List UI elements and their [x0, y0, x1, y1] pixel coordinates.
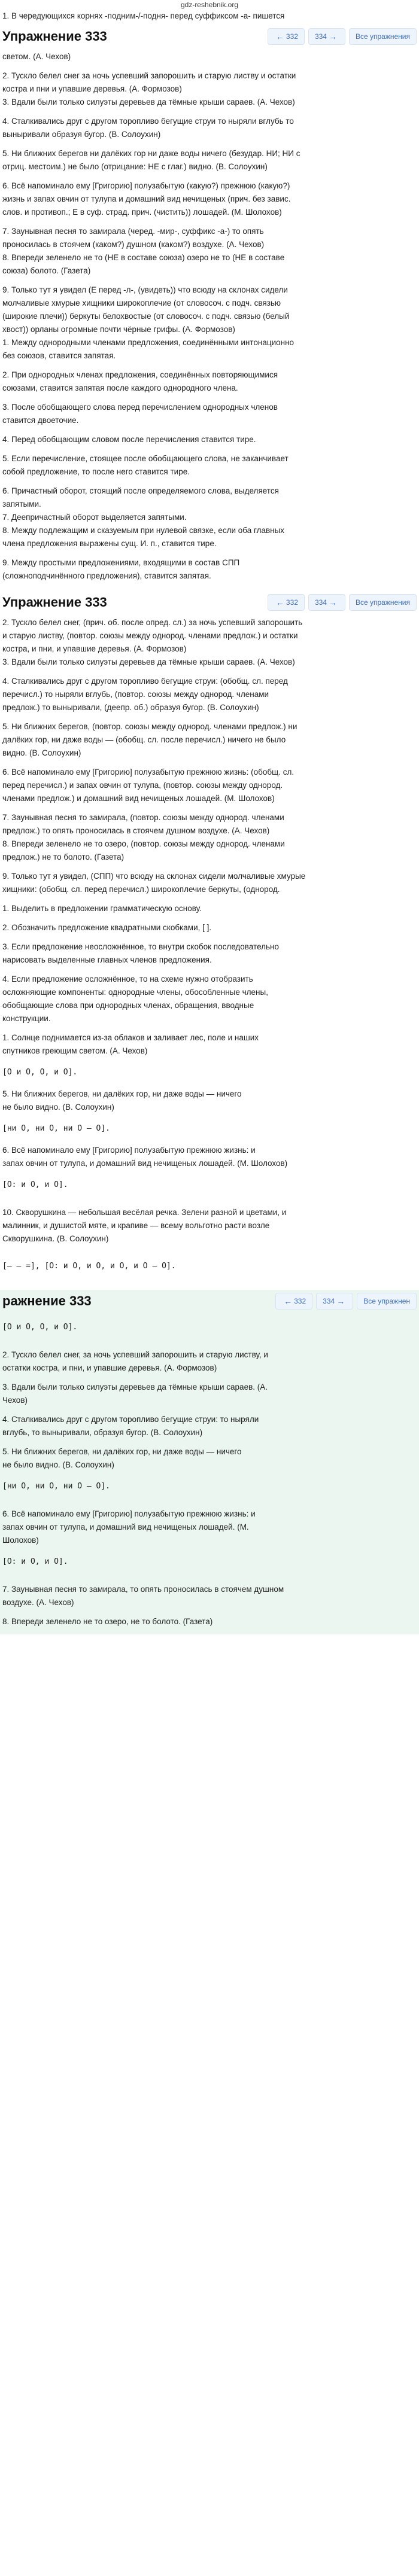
- sentence-scheme: [О и О, О, и О].: [2, 1068, 78, 1077]
- text-line: 6. Всё напоминало ему [Григорию] полузабытую прежнюю жизнь: (обобщ. сл.: [2, 768, 294, 777]
- text-line: перед перечисл.) и запах овчин от тулупа, (повтор. союзы между однород.: [2, 781, 283, 790]
- section-2: [0, 591, 419, 1287]
- text-line: нарисовать выделенные главных членов предложения.: [2, 955, 212, 964]
- text-line: 4. Сталкивались друг с другом торопливо бегущие струи то ныряли вглубь то: [2, 117, 294, 126]
- text-line: 1. В чередующихся корнях -подним-/-подня- перед суффиксом -а- пишется: [2, 11, 285, 20]
- text-line: ставится двоеточие.: [2, 416, 79, 425]
- text-line: предлож.) не то болото. (Газета): [2, 852, 125, 861]
- text-line: остатки костра, и пни, и упавшие деревья. (А. Формозов): [2, 1363, 217, 1372]
- text-line: Шолохов): [2, 1536, 39, 1545]
- text-line: 5. Ни ближних берегов ни далёких гор ни даже воды ничего (безудар. НИ; НИ с: [2, 149, 300, 158]
- top-watermark: gdz-reshebnik.org: [180, 1, 239, 9]
- next-label: 334: [314, 32, 327, 41]
- text-line: 8. Впереди зеленело не то озеро, (повтор. союзы между однород. членами: [2, 839, 285, 848]
- text-line: союзами, ставится запятая после каждого однородного члена.: [2, 383, 238, 392]
- next-exercise-button[interactable]: [308, 28, 345, 45]
- arrow-right-icon: →: [336, 1296, 345, 1306]
- sentence-scheme: [О: и О, и О].: [2, 1557, 68, 1566]
- text-line: далёких гор, ни даже воды — (обобщ. сл. после перечисл.) ничего не было: [2, 735, 286, 744]
- text-line: членами предлож.) и домашний вид нечищеных лошадей. (М. Шолохов): [2, 794, 275, 803]
- prev-exercise-button[interactable]: [268, 594, 305, 611]
- text-line: спутников греющим светом. (А. Чехов): [2, 1046, 148, 1055]
- page-title: Упражнение 333: [2, 595, 107, 610]
- text-line: 2. При однородных членах предложения, соединённых повторяющимися: [2, 370, 278, 379]
- prev-label: 332: [294, 1297, 306, 1305]
- section-3: [0, 1290, 419, 1634]
- text-line: хвост)) орланы огромные почти чёрные грифы. (А. Формозов): [2, 325, 235, 334]
- text-line: 2. Тускло белел снег, (прич. об. после опред. сл.) за ночь успевший запорошить: [2, 618, 303, 627]
- arrow-left-icon: ←: [284, 1296, 293, 1306]
- arrow-right-icon: →: [328, 32, 337, 41]
- all-exercises-button[interactable]: Все упражнения: [349, 28, 417, 45]
- text-line: обобщающие слова при однородных членах, обращения, вводные: [2, 1001, 254, 1010]
- text-line: 2. Тускло белел снег за ночь успевший запорошить и старую листву и остатки: [2, 71, 296, 80]
- text-line: предлож.) то выныривали, (деепр. об.) образуя бугор. (В. Солоухин): [2, 703, 259, 712]
- text-line: предлож.) то опять проносилась в стоячем душном воздухе. (А. Чехов): [2, 826, 270, 835]
- next-exercise-button[interactable]: [308, 594, 345, 611]
- text-line: перечисл.) то ныряли вглубь, (повтор. союзы между однород. членами: [2, 690, 269, 699]
- text-line: 6. Всё напоминало ему [Григорию] полузабытую прежнюю жизнь: и: [2, 1509, 256, 1518]
- text-line: 7. Заунывная песня то замирала (черед. -мир-, суффикс -а-) то опять: [2, 227, 264, 236]
- all-exercises-button[interactable]: Все упражнения: [349, 594, 417, 611]
- prev-label: 332: [286, 32, 298, 41]
- page-title: ражнение 333: [2, 1293, 92, 1308]
- text-line: 6. Всё напоминало ему [Григорию] полузабытую прежнюю жизнь: и: [2, 1146, 256, 1155]
- next-label: 334: [314, 598, 327, 607]
- text-line: 3. После обобщающего слова перед перечислением однородных членов: [2, 403, 278, 412]
- text-line: осложняющие компоненты: однородные члены, обособленные члены,: [2, 988, 268, 997]
- text-line: запах овчин от тулупа, и домашний вид нечищеных лошадей. (М. Шолохов): [2, 1159, 288, 1168]
- text-line: 3. Вдали были только силуэты деревьев да тёмные крыши сараев. (А.: [2, 1383, 268, 1391]
- text-line: светом. (А. Чехов): [2, 52, 71, 61]
- exercise-header: [0, 1290, 419, 1313]
- text-line: 7. Заунывная песня то замирала, (повтор. союзы между однород. членами: [2, 813, 284, 822]
- arrow-left-icon: ←: [275, 598, 284, 607]
- sentence-scheme: [ни О, ни О, ни О — О].: [2, 1124, 111, 1133]
- text-line: хищники: (обобщ. сл. перед перечисл.) широкоплечие беркуты, (однород.: [2, 885, 280, 894]
- text-line: конструкции.: [2, 1014, 51, 1023]
- arrow-right-icon: →: [328, 598, 337, 607]
- exercise-nav: [268, 594, 419, 611]
- text-line: и старую листву, (повтор. союзы между однород. членами предлож.) и остатки: [2, 631, 298, 640]
- section-1: [0, 10, 419, 589]
- text-line: 9. Только тут я увидел, (СПП) что всюду на склонах сидели молчаливые хмурые: [2, 872, 306, 881]
- text-line: (широкие плечи)) беркуты белохвостые (от словосоч. с подч. связью (белый: [2, 312, 290, 321]
- next-label: 334: [323, 1297, 335, 1305]
- text-line: 1. Солнце поднимается из-за облаков и заливает лес, поле и наших: [2, 1033, 259, 1042]
- text-line: 3. Вдали были только силуэты деревьев да тёмные крыши сараев. (А. Чехов): [2, 98, 295, 106]
- text-line: 8. Впереди зеленело не то (НЕ в составе союза) озеро не то (НЕ в составе: [2, 253, 285, 262]
- sentence-scheme: [О: и О, и О].: [2, 1180, 68, 1189]
- text-line: 1. Между однородными членами предложения, соединёнными интонационно: [2, 338, 294, 347]
- text-line: 5. Если перечисление, стоящее после обобщающего слова, не заканчивает: [2, 454, 289, 463]
- text-line: без союзов, ставится запятая.: [2, 351, 116, 360]
- text-line: выныривали образуя бугор. (В. Солоухин): [2, 130, 161, 139]
- text-line: (сложноподчинённого предложения), ставится запятая.: [2, 571, 211, 580]
- sentence-scheme: [ни О, ни О, ни О — О].: [2, 1482, 111, 1491]
- arrow-left-icon: ←: [275, 32, 284, 41]
- text-line: отриц. местоим.) не было (отрицание: НЕ с глаг.) видно. (В. Солоухин): [2, 162, 268, 171]
- text-line: 2. Обозначить предложение квадратными скобками, [ ].: [2, 923, 212, 932]
- text-line: 1. Выделить в предложении грамматическую основу.: [2, 904, 202, 913]
- text-line: 5. Ни ближних берегов, ни далёких гор, ни даже воды — ничего: [2, 1447, 242, 1456]
- text-line: 3. Если предложение неосложнённое, то внутри скобок последовательно: [2, 942, 279, 951]
- prev-label: 332: [286, 598, 298, 607]
- text-line: 8. Между подлежащим и сказуемым при нулевой связке, если оба главных: [2, 526, 285, 535]
- text-line: 4. Если предложение осложнённое, то на схеме нужно отобразить: [2, 975, 253, 983]
- text-line: 3. Вдали были только силуэты деревьев да тёмные крыши сараев. (А. Чехов): [2, 657, 295, 666]
- exercise-header: [0, 25, 419, 48]
- text-line: молчаливые хмурые хищники широкоплечие (от словосоч. с подч. связью: [2, 299, 281, 307]
- text-line: не было видно. (В. Солоухин): [2, 1103, 114, 1112]
- text-line: 9. Между простыми предложениями, входящими в состав СПП: [2, 558, 240, 567]
- text-line: Чехов): [2, 1396, 28, 1405]
- prev-exercise-button[interactable]: [268, 28, 305, 45]
- text-line: запах овчин от тулупа, и домашний вид нечищеных лошадей. (М.: [2, 1523, 249, 1531]
- sentence-scheme: [— — =], [О: и О, и О, и О, и О — О].: [2, 1262, 176, 1271]
- text-line: жизнь и запах овчин от тулупа и домашний вид нечищеных (прич. без завис.: [2, 194, 291, 203]
- text-line: вглубь, то выныривали, образуя бугор. (В. Солоухин): [2, 1428, 203, 1437]
- text-line: 10. Скворушкина — небольшая весёлая речка. Зелени разной и цветами, и: [2, 1208, 287, 1217]
- prev-exercise-button[interactable]: [275, 1293, 312, 1310]
- text-line: проносилась в стоячем (каком?) душном (каком?) воздухе. (А. Чехов): [2, 240, 265, 249]
- text-line: 9. Только тут я увидел (Е перед -л-, (увидеть)) что всюду на склонах сидели: [2, 285, 288, 294]
- exercise-nav: [275, 1293, 419, 1310]
- text-line: 4. Сталкивались друг с другом торопливо бегущие струи: то ныряли: [2, 1415, 259, 1424]
- text-line: костра, и пни, и упавшие деревья. (А. Формозов): [2, 644, 187, 653]
- text-line: 5. Ни ближних берегов, (повтор. союзы между однород. членами предлож.) ни: [2, 722, 297, 731]
- next-exercise-button[interactable]: [316, 1293, 353, 1310]
- text-line: 6. Всё напоминало ему [Григорию] полузабытую (какую?) прежнюю (какую?): [2, 181, 290, 190]
- text-line: союза) болото. (Газета): [2, 266, 91, 275]
- text-line: 2. Тускло белел снег, за ночь успевший запорошить и старую листву, и: [2, 1350, 268, 1359]
- text-line: 4. Сталкивались друг с другом торопливо бегущие струи: (обобщ. сл. перед: [2, 677, 288, 686]
- text-line: 7. Заунывная песня то замирала, то опять проносилась в стоячем душном: [2, 1585, 284, 1594]
- text-line: Скворушкина. (В. Солоухин): [2, 1234, 109, 1243]
- text-line: костра и пни и упавшие деревья. (А. Формозов): [2, 84, 182, 93]
- text-line: члена предложения выражены сущ. И. п., ставится тире.: [2, 539, 217, 548]
- sentence-scheme: [О и О, О, и О].: [2, 1323, 78, 1332]
- text-line: воздухе. (А. Чехов): [2, 1598, 74, 1607]
- exercise-header: [0, 591, 419, 614]
- text-line: 6. Причастный оборот, стоящий после определяемого слова, выделяется: [2, 486, 279, 495]
- text-line: видно. (В. Солоухин): [2, 748, 81, 757]
- text-line: запятыми.: [2, 500, 41, 508]
- text-line: собой предложение, то после него ставится тире.: [2, 467, 190, 476]
- page-title: Упражнение 333: [2, 29, 107, 44]
- text-line: малинник, и душистой мяте, и крапиве — всему вольготно расти возле: [2, 1221, 270, 1230]
- text-line: 5. Ни ближних берегов, ни далёких гор, ни даже воды — ничего: [2, 1089, 242, 1098]
- text-line: 7. Деепричастный оборот выделяется запятыми.: [2, 513, 187, 522]
- all-exercises-button[interactable]: Все упражнен: [357, 1293, 417, 1310]
- text-line: слов. и противоп.; Е в суф. страд. прич. (чистить)) лошадей. (М. Шолохов): [2, 208, 282, 217]
- text-line: 8. Впереди зеленело не то озеро, не то болото. (Газета): [2, 1617, 213, 1626]
- exercise-nav: [268, 28, 419, 45]
- text-line: 4. Перед обобщающим словом после перечисления ставится тире.: [2, 435, 256, 444]
- text-line: не было видно. (В. Солоухин): [2, 1460, 114, 1469]
